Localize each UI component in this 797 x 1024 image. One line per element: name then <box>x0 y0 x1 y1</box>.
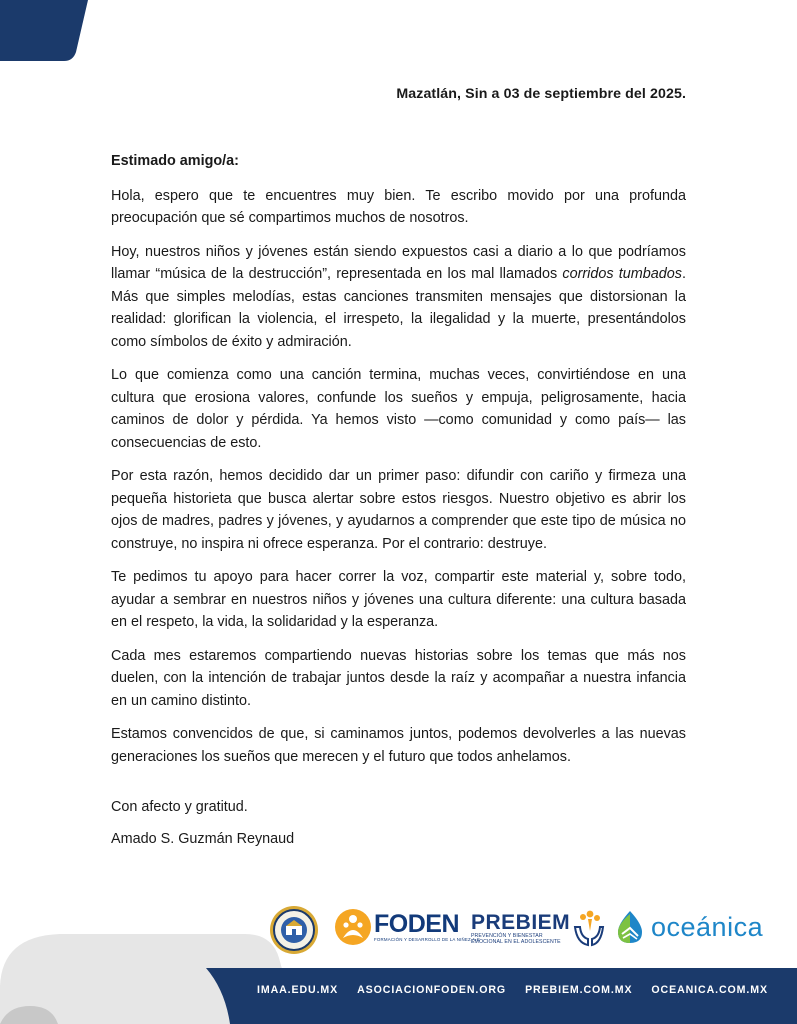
body-paragraph <box>111 465 686 555</box>
body-paragraph <box>111 566 686 634</box>
oceanica-logo <box>615 910 763 944</box>
closing-block <box>111 796 294 859</box>
paragraphs <box>111 185 686 769</box>
text-segment: . Más que simples melodías, estas canciones transmiten mensajes que distorsionan la realidad: glorifican la violencia, el irrespeto, la ilegalidad y la muerte, presentándolos como símbolos de éxito y admiración. <box>111 266 686 350</box>
greeting: Estimado amigo/a: <box>111 153 239 169</box>
body-paragraph <box>111 241 686 354</box>
text-segment: Hoy, nuestros niños y jóvenes están siendo expuestos casi a diario a lo que podríamos llamar “música de la destrucción”, representada en los mal llamados <box>111 243 686 282</box>
oceanica-drop-icon <box>615 910 645 944</box>
date-line: Mazatlán, Sin a 03 de septiembre del 2025. <box>396 86 686 102</box>
body-paragraph <box>111 723 686 768</box>
footer-link-oceanica[interactable]: OCEANICA.COM.MX <box>651 984 768 996</box>
body-paragraph <box>111 364 686 454</box>
prebiem-tagline-1: PREVENCIÓN Y BIENESTAR <box>471 933 543 939</box>
imaa-logo <box>268 904 320 956</box>
oceanica-name: oceánica <box>651 912 764 942</box>
body-paragraph <box>111 645 686 713</box>
letter-body <box>111 150 686 779</box>
foden-logo <box>334 908 480 946</box>
foden-tagline: FORMACIÓN Y DESARROLLO DE LA NIÑEZ A.C <box>374 937 481 942</box>
foden-emblem-icon <box>334 908 372 946</box>
partner-logos <box>0 898 797 962</box>
prebiem-tagline-2: EMOCIONAL EN EL ADOLESCENTE <box>471 939 561 945</box>
text-segment: Te pedimos tu apoyo para hacer correr la voz, compartir este material y, sobre todo, ayudar a sembrar en nuestros niños y jóvenes una cultura diferente: una cultura basada en el respeto, la vida, la solidaridad y la esperanza. <box>111 569 686 630</box>
prebiem-hands-icon <box>571 909 605 949</box>
footer-link-foden[interactable]: ASOCIACIONFODEN.ORG <box>357 984 507 996</box>
footer-link-imaa[interactable]: IMAA.EDU.MX <box>257 984 339 996</box>
text-segment: Cada mes estaremos compartiendo nuevas historias sobre los temas que más nos duelen, con la intención de trabajar juntos desde la raíz y acompañar a nuestra infancia en un camino distinto. <box>111 647 686 709</box>
imaa-seal-icon <box>268 904 320 956</box>
corner-decoration <box>0 0 100 64</box>
footer-links <box>257 984 768 996</box>
italic-segment: corridos tumbados <box>562 266 682 282</box>
text-segment: Lo que comienza como una canción termina, muchas veces, convirtiéndose en una cultura que erosiona valores, confunde los sueños y empuja, peligrosamente, hacia caminos de dolor y pérdida. Ya hemos visto —como comunidad y como país— las consecuencias de esto. <box>111 367 686 451</box>
closing-line: Con afecto y gratitud. <box>111 799 248 815</box>
body-paragraph <box>111 185 686 230</box>
text-segment: Hola, espero que te encuentres muy bien. Te escribo movido por una profunda preocupación que sé compartimos muchos de nosotros. <box>111 187 686 226</box>
text-segment: Estamos convencidos de que, si caminamos juntos, podemos devolverles a las nuevas generaciones los sueños que merecen y el futuro que todos anhelamos. <box>111 726 686 765</box>
text-segment: Por esta razón, hemos decidido dar un primer paso: difundir con cariño y firmeza una pequeña historieta que busca alertar sobre estos riesgos. Nuestro objetivo es abrir los ojos de madres, padres y jóvenes, y ayudarnos a comprender que este tipo de música no construye, no inspira ni ofrece esperanza. Por el contrario: destruye. <box>111 468 686 552</box>
prebiem-logo <box>471 909 605 949</box>
foden-name: FODEN <box>374 910 459 938</box>
signature: Amado S. Guzmán Reynaud <box>111 830 295 847</box>
footer-link-prebiem[interactable]: PREBIEM.COM.MX <box>525 984 633 996</box>
prebiem-name: PREBIEM <box>471 911 571 934</box>
